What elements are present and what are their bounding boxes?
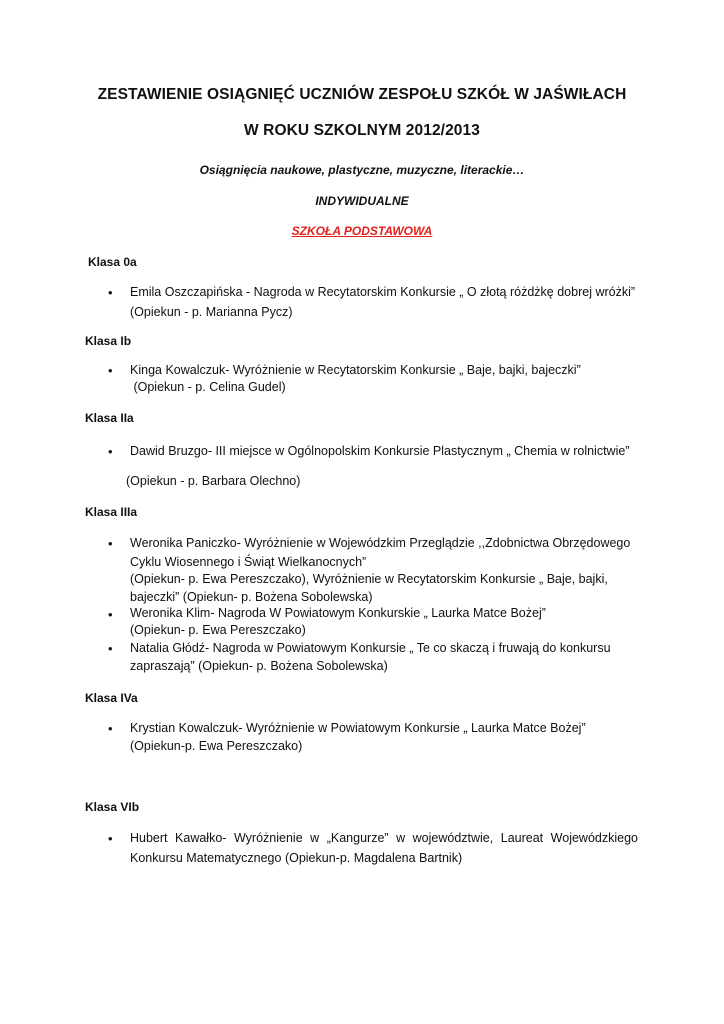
bullet-icon: • [108,285,113,300]
class-heading: Klasa IVa [85,691,138,705]
entry-line: Hubert Kawałko- Wyróżnienie w „Kangurze” w województwie, Laureat Wojewódzkiego [130,831,638,845]
bullet-icon: • [108,444,113,459]
entry-line: Konkursu Matematycznego (Opiekun-p. Magdalena Bartnik) [130,851,463,865]
entry-line: (Opiekun - p. Marianna Pycz) [130,305,293,319]
category-heading: INDYWIDUALNE [315,194,409,208]
entry-line: (Opiekun - p. Celina Gudel) [130,380,286,394]
bullet-icon: • [108,831,113,846]
class-heading: Klasa IIa [85,411,134,425]
entry-line: Weronika Paniczko- Wyróżnienie w Wojewódzkim Przeglądzie ,,Zdobnictwa Obrzędowego [130,536,631,550]
entry-line: Cyklu Wiosennego i Świąt Wielkanocnych” [130,555,367,569]
class-heading: Klasa VIb [85,800,140,814]
class-heading: Klasa 0a [88,255,137,269]
document-title-line-1: ZESTAWIENIE OSIĄGNIĘĆ UCZNIÓW ZESPOŁU SZKÓŁ W JAŚWIŁACH [97,86,627,103]
school-section-heading [0,224,724,238]
entry-line: (Opiekun- p. Ewa Pereszczako), Wyróżnienie w Recytatorskim Konkursie „ Baje, bajki, [130,572,608,586]
entry-line: Weronika Klim- Nagroda W Powiatowym Konkurskie „ Laurka Matce Bożej” [130,606,546,620]
bullet-icon: • [108,536,113,551]
entry-line: Dawid Bruzgo- III miejsce w Ogólnopolskim Konkursie Plastycznym „ Chemia w rolnictwie” [130,444,630,458]
entry-line: bajeczki” (Opiekun- p. Bożena Sobolewska) [130,590,373,604]
entry-note: (Opiekun - p. Barbara Olechno) [126,474,301,488]
entry-line: (Opiekun-p. Ewa Pereszczako) [130,739,303,753]
school-section-heading-text: SZKOŁA PODSTAWOWA [291,224,433,238]
document-subtitle: Osiągnięcia naukowe, plastyczne, muzyczne, literackie… [199,163,525,177]
bullet-icon: • [108,607,113,622]
class-heading: Klasa Ib [85,334,132,348]
document-title-line-2: W ROKU SZKOLNYM 2012/2013 [244,122,480,139]
entry-line: (Opiekun- p. Ewa Pereszczako) [130,623,306,637]
entry-line: Emila Oszczapińska - Nagroda w Recytatorskim Konkursie „ O złotą różdżkę dobrej wróżki” [130,285,636,299]
bullet-icon: • [108,363,113,378]
bullet-icon: • [108,721,113,736]
entry-line: zapraszają” (Opiekun- p. Bożena Sobolewska) [130,659,388,673]
entry-line: Krystian Kowalczuk- Wyróżnienie w Powiatowym Konkursie „ Laurka Matce Bożej” [130,721,586,735]
entry-line: Natalia Głódź- Nagroda w Powiatowym Konkursie „ Te co skaczą i fruwają do konkursu [130,641,611,655]
entry-line: Kinga Kowalczuk- Wyróżnienie w Recytatorskim Konkursie „ Baje, bajki, bajeczki” [130,363,581,377]
bullet-icon: • [108,641,113,656]
class-heading: Klasa IIIa [85,505,138,519]
